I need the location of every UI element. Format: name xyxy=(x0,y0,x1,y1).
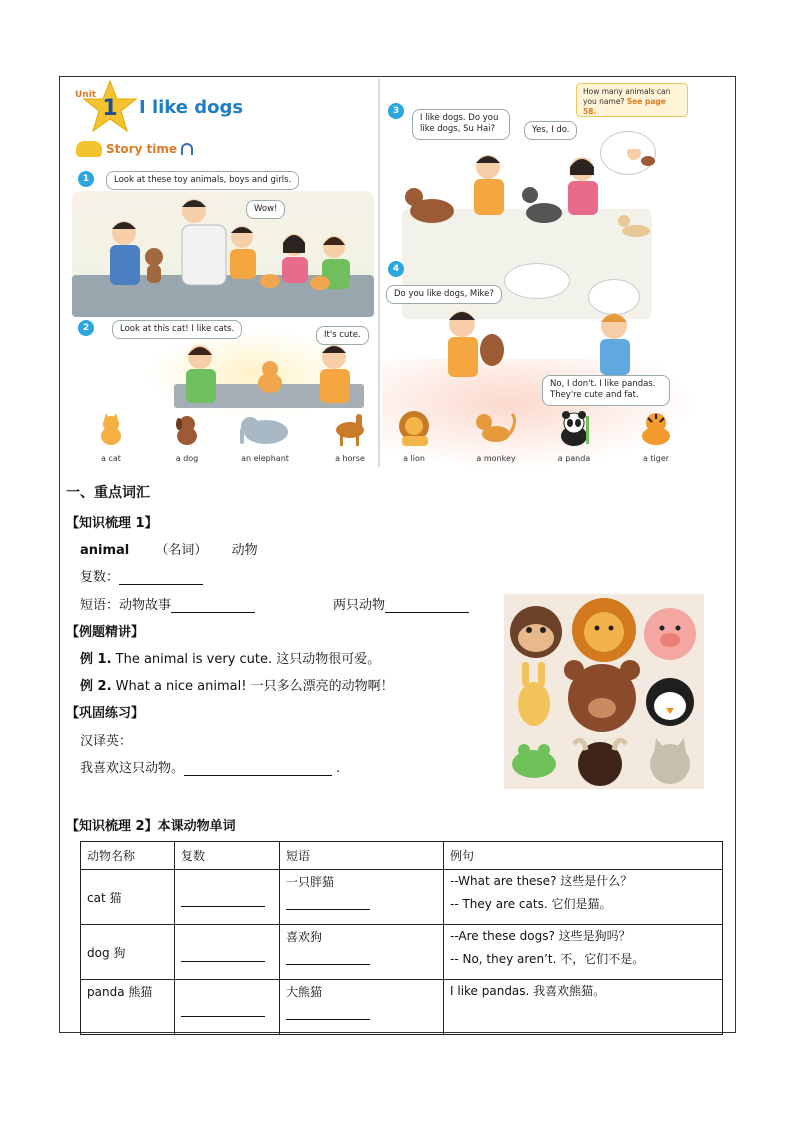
header-animal-name: 动物名称 xyxy=(81,842,175,870)
knowledge-title-1: 【知识梳理 1】 xyxy=(66,516,158,531)
row-panda-name: panda 熊猫 xyxy=(81,980,175,1035)
animal-label-tiger: a tiger xyxy=(642,454,670,463)
animal-elephant xyxy=(236,412,294,463)
word-meaning: 动物 xyxy=(231,543,258,558)
phrase-row xyxy=(80,594,255,613)
phrase-label: 短语：动物故事 xyxy=(80,598,172,613)
horse-icon xyxy=(330,412,370,446)
story-time-text: Story time xyxy=(106,142,178,156)
example-dog-1: --Are these dogs? 这些是狗吗？ xyxy=(450,929,631,943)
panel-4-bubble-answer xyxy=(542,375,670,406)
header-phrase: 短语 xyxy=(280,842,444,870)
example-title: 【例题精讲】 xyxy=(66,625,145,640)
table-row xyxy=(81,870,723,925)
row-dog-name: dog 狗 xyxy=(81,925,175,980)
practice-period: . xyxy=(336,761,341,776)
textbook-left-page xyxy=(64,79,380,467)
unit-title: I like dogs xyxy=(139,97,244,118)
phrase-blank-2[interactable] xyxy=(385,599,469,613)
animal-label-monkey: a monkey xyxy=(476,454,516,463)
headphone-icon xyxy=(181,143,193,155)
panel-3-bubble-yes: Yes, I do. xyxy=(524,121,577,140)
info-tag-line1: How many animals can xyxy=(583,87,671,96)
frog-face-icon xyxy=(512,750,556,778)
example-1-text: The animal is very cute. 这只动物很可爱。 xyxy=(115,652,381,667)
plural-blank-dog[interactable] xyxy=(181,950,265,962)
panel-1-characters xyxy=(94,197,364,307)
panel-1-bubble-teacher: Look at these toy animals, boys and girls. xyxy=(106,171,299,190)
vocab-table-header xyxy=(81,842,723,870)
animal-cat xyxy=(94,412,128,463)
panel-3-characters xyxy=(402,149,662,249)
row-panda-examples xyxy=(444,980,723,1035)
unit-number: 1 xyxy=(102,96,118,121)
panel-1-bubble-wow: Wow! xyxy=(246,200,285,219)
elephant-icon xyxy=(236,412,294,446)
info-tag-page: See page 58. xyxy=(583,97,666,117)
panel-2-bubble-girl: Look at this cat! I like cats. xyxy=(112,320,242,339)
animal-label-panda: a panda xyxy=(557,454,591,463)
row-dog-phrase xyxy=(280,925,444,980)
textbook-illustration xyxy=(64,79,696,467)
example-2-label: 例 2. xyxy=(80,679,112,694)
animal-label-lion: a lion xyxy=(403,454,425,463)
example-panda-1: I like pandas. 我喜欢熊猫。 xyxy=(450,984,606,998)
monkey-icon xyxy=(472,410,520,446)
plural-blank-cat[interactable] xyxy=(181,895,265,907)
panel-1-number: 1 xyxy=(78,171,94,187)
knowledge-title-2: 【知识梳理 2】本课动物单词 xyxy=(66,819,236,834)
row-cat-examples xyxy=(444,870,723,925)
panel-3-number: 3 xyxy=(388,103,404,119)
unit-star-icon xyxy=(70,79,140,134)
phrase-blank-1[interactable] xyxy=(171,599,255,613)
row-cat-name: cat 猫 xyxy=(81,870,175,925)
panel-2-characters xyxy=(174,337,364,409)
example-cat-2: -- They are cats. 它们是猫。 xyxy=(450,896,612,911)
word-animal: animal xyxy=(80,543,130,558)
table-row xyxy=(81,980,723,1035)
animal-dog xyxy=(170,412,204,463)
unit-label: Unit xyxy=(75,90,97,100)
practice-title: 【巩固练习】 xyxy=(66,706,145,721)
animal-label-cat: a cat xyxy=(101,454,121,463)
panel-4-number: 4 xyxy=(388,261,404,277)
animal-faces-illustration xyxy=(504,594,704,789)
dog-icon xyxy=(170,412,204,446)
plural-row xyxy=(80,566,203,585)
practice-item-text: 我喜欢这只动物。 xyxy=(80,761,185,776)
rabbit-face-icon xyxy=(518,682,550,726)
animal-horse xyxy=(330,412,370,463)
section-heading-vocabulary: 一、重点词汇 xyxy=(66,485,150,501)
example-cat-1: --What are these? 这些是什么？ xyxy=(450,874,633,888)
info-tag-line2: you name? xyxy=(583,97,625,107)
phrase2-label: 两只动物 xyxy=(333,598,386,613)
panel-4-bubble-answer-text: No, I don't. I like pandas. They're cute and fat. xyxy=(550,379,656,401)
cat-icon xyxy=(94,412,128,446)
plural-blank-panda[interactable] xyxy=(181,1005,265,1017)
word-pos: （名词） xyxy=(155,543,208,558)
story-time-label xyxy=(76,141,193,157)
panel-2-number: 2 xyxy=(78,320,94,336)
animal-panda xyxy=(554,410,594,463)
phrase-panda: 大熊猫 xyxy=(286,985,323,999)
panel-4-bubble-question: Do you like dogs, Mike? xyxy=(386,285,502,304)
example-2 xyxy=(80,675,394,694)
phrase-blank-dog[interactable] xyxy=(286,953,370,965)
practice-instruction: 汉译英： xyxy=(80,734,133,749)
phrase-row-2 xyxy=(333,594,469,613)
book-icon xyxy=(76,141,102,157)
animal-label-dog: a dog xyxy=(175,454,199,463)
panel-4-characters xyxy=(422,304,662,384)
animal-row-right xyxy=(382,407,696,467)
practice-answer-blank[interactable] xyxy=(184,762,332,776)
info-tag xyxy=(576,83,688,117)
row-dog-plural xyxy=(175,925,280,980)
animal-label-elephant: an elephant xyxy=(241,454,289,463)
textbook-right-page xyxy=(382,79,696,467)
row-panda-plural xyxy=(175,980,280,1035)
animal-label-horse: a horse xyxy=(335,454,365,463)
animal-tiger xyxy=(636,410,676,463)
panel-2-bubble-cute: It's cute. xyxy=(316,326,369,345)
example-dog-2: -- No, they aren’t. 不，它们不是。 xyxy=(450,951,645,966)
animal-lion xyxy=(394,410,434,463)
phrase-dog: 喜欢狗 xyxy=(286,930,323,944)
example-1-label: 例 1. xyxy=(80,652,112,667)
phrase-cat: 一只胖猫 xyxy=(286,875,335,889)
practice-item xyxy=(80,757,340,776)
row-cat-plural xyxy=(175,870,280,925)
animal-faces-picture xyxy=(504,594,704,789)
phrase-blank-panda[interactable] xyxy=(286,1008,370,1020)
vocab-table xyxy=(80,841,723,1035)
word-entry xyxy=(80,539,258,558)
row-panda-phrase xyxy=(280,980,444,1035)
header-example: 例句 xyxy=(444,842,723,870)
plural-label: 复数： xyxy=(80,570,120,585)
animal-monkey xyxy=(472,410,520,463)
panel-3-bubble-boy: I like dogs. Do you like dogs, Su Hai? xyxy=(412,109,510,140)
panda-icon xyxy=(554,410,594,446)
animal-row-left xyxy=(64,407,378,467)
panel-4-thought-bubble-dogs xyxy=(504,263,570,299)
row-dog-examples xyxy=(444,925,723,980)
lion-icon xyxy=(394,410,434,446)
header-plural: 复数 xyxy=(175,842,280,870)
example-2-text: What a nice animal! 一只多么漂亮的动物啊！ xyxy=(115,679,394,694)
phrase-blank-cat[interactable] xyxy=(286,898,370,910)
table-row xyxy=(81,925,723,980)
tiger-icon xyxy=(636,410,676,446)
row-cat-phrase xyxy=(280,870,444,925)
plural-blank[interactable] xyxy=(119,571,203,585)
example-1 xyxy=(80,648,380,667)
